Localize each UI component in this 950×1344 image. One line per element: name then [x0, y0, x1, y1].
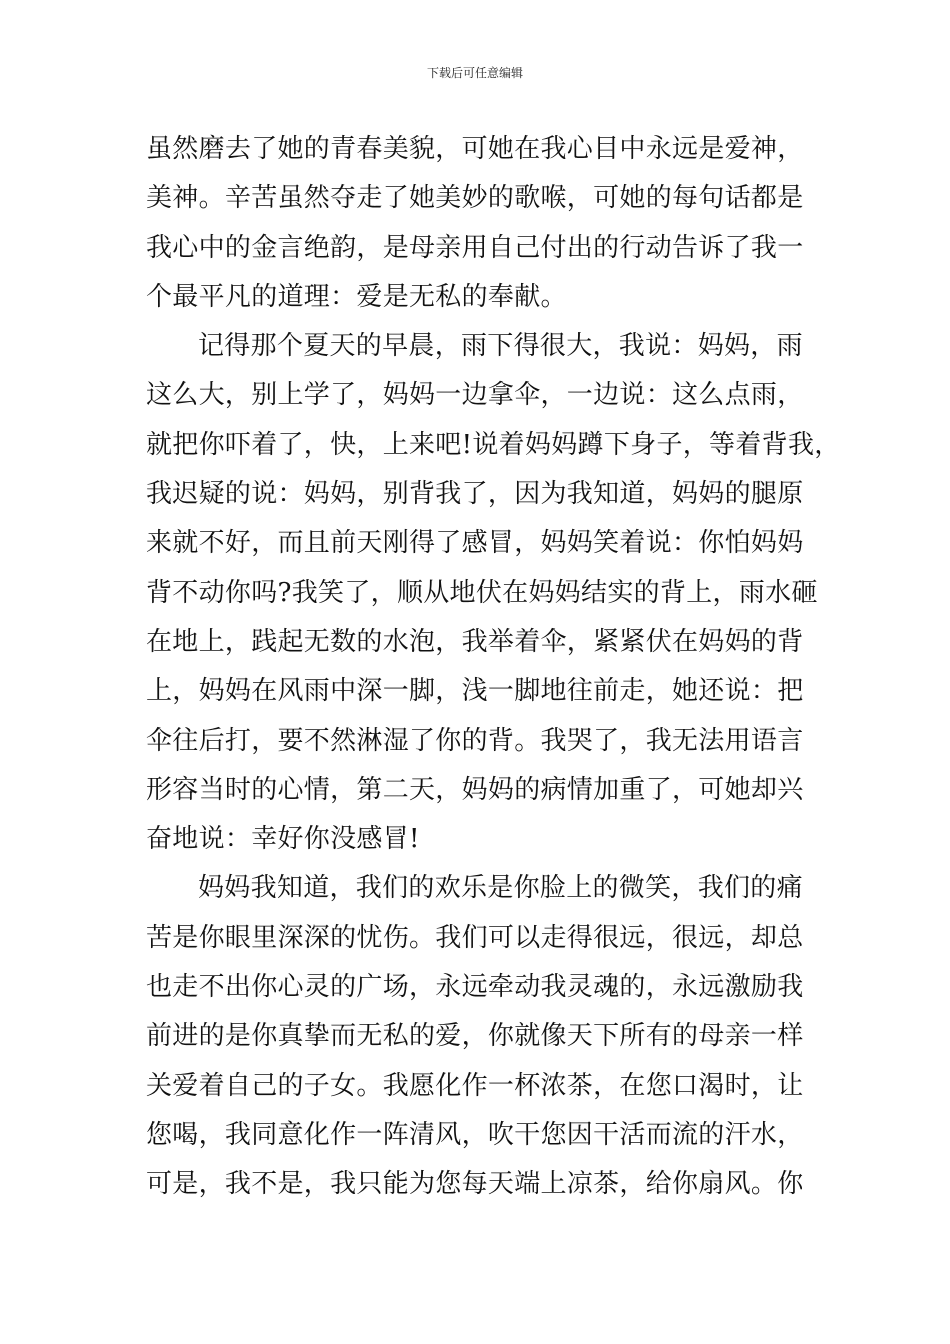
text-line: 可是，我不是，我只能为您每天端上凉茶，给你扇风。你 [146, 1169, 804, 1200]
text-line: 美神。辛苦虽然夺走了她美妙的歌喉，可她的每句话都是 [146, 183, 804, 214]
paragraph-1 [146, 125, 826, 322]
text-line: 就把你吓着了，快，上来吧!说着妈妈蹲下身子，等着背我， [146, 429, 841, 460]
text-line: 在地上，践起无数的水泡，我举着伞，紧紧伏在妈妈的背 [146, 626, 804, 657]
text-line: 也走不出你心灵的广场，永远牵动我灵魂的，永远激励我 [146, 972, 804, 1003]
paragraph-3 [146, 864, 826, 1209]
text-line-first: 记得那个夏天的早晨，雨下得很大，我说：妈妈，雨 [198, 331, 803, 362]
paragraph-2 [146, 322, 841, 864]
text-line: 形容当时的心情，第二天，妈妈的病情加重了，可她却兴 [146, 774, 804, 805]
text-line: 伞往后打，要不然淋湿了你的背。我哭了，我无法用语言 [146, 725, 804, 756]
text-line: 关爱着自己的子女。我愿化作一杯浓茶，在您口渴时，让 [146, 1070, 804, 1101]
text-line: 来就不好，而且前天刚得了感冒，妈妈笑着说：你怕妈妈 [146, 528, 804, 559]
text-line: 奋地说：幸好你没感冒! [146, 824, 420, 855]
text-line: 个最平凡的道理：爱是无私的奉献。 [146, 281, 567, 312]
document-body [146, 125, 841, 1210]
text-line: 虽然磨去了她的青春美貌，可她在我心目中永远是爱神， [146, 134, 804, 164]
text-line: 我心中的金言绝韵，是母亲用自己付出的行动告诉了我一 [146, 232, 804, 263]
page-header-note: 下载后可任意编辑 [426, 66, 523, 80]
text-line: 前进的是你真挚而无私的爱，你就像天下所有的母亲一样 [146, 1021, 804, 1052]
text-line: 这么大，别上学了，妈妈一边拿伞，一边说：这么点雨， [146, 380, 804, 411]
text-line: 您喝，我同意化作一阵清风，吹干您因干活而流的汗水， [146, 1119, 804, 1150]
text-line: 背不动你吗?我笑了，顺从地伏在妈妈结实的背上，雨水砸 [146, 577, 818, 608]
text-line: 苦是你眼里深深的忧伤。我们可以走得很远，很远，却总 [146, 922, 804, 953]
text-line: 上，妈妈在风雨中深一脚，浅一脚地往前走，她还说：把 [146, 676, 804, 707]
text-line: 我迟疑的说：妈妈，别背我了，因为我知道，妈妈的腿原 [146, 479, 804, 510]
text-line-first: 妈妈我知道，我们的欢乐是你脸上的微笑，我们的痛 [198, 873, 803, 904]
